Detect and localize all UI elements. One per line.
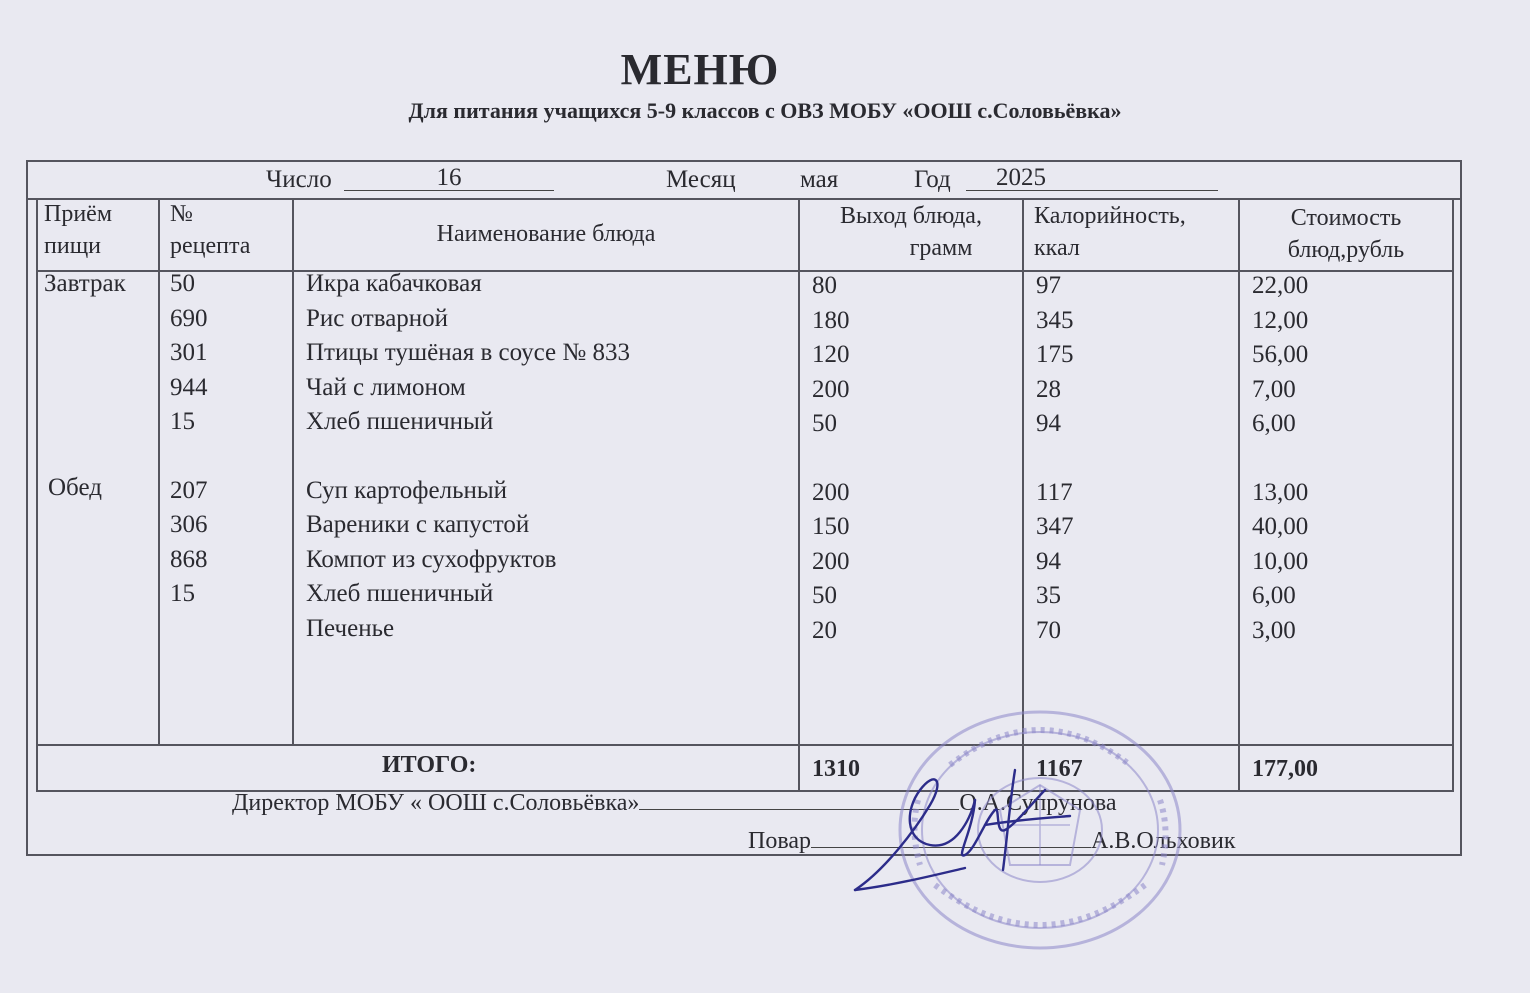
cook-name: А.В.Ольховик	[1091, 828, 1236, 854]
dish-name-cell: Рис отварной	[306, 304, 449, 332]
cost-cell: 40,00	[1252, 513, 1309, 540]
kcal-cell: 94	[1036, 547, 1061, 575]
recipe-cell: 15	[170, 408, 195, 435]
weight-cell: 200	[812, 375, 850, 403]
recipe-cell: 15	[170, 580, 195, 607]
year-value: 2025	[966, 166, 1218, 191]
weight-cell: 180	[812, 306, 850, 334]
header-kcal: Калорийность, ккал	[1034, 203, 1186, 261]
handwritten-signature	[835, 750, 1075, 900]
year-label: Год	[914, 166, 951, 193]
weight-cell: 120	[812, 341, 850, 368]
cost-cell: 13,00	[1252, 478, 1309, 506]
kcal-cell: 347	[1036, 513, 1074, 540]
cost-cell: 12,00	[1252, 306, 1309, 334]
recipe-cell: 301	[170, 339, 208, 366]
month-label: Месяц	[666, 166, 736, 193]
total-cost: 177,00	[1252, 756, 1318, 782]
weight-cell: 50	[812, 410, 837, 437]
dish-name-cell: Птицы тушёная в соусе № 833	[306, 339, 630, 366]
kcal-cell: 97	[1036, 272, 1061, 299]
director-label: Директор МОБУ « ООШ с.Соловьёвка»	[232, 790, 640, 816]
weight-cell: 200	[812, 478, 850, 506]
cost-cell: 56,00	[1252, 341, 1309, 368]
dish-name-cell: Компот из сухофруктов	[306, 545, 557, 573]
recipe-cell: 690	[170, 304, 208, 332]
meal-breakfast: Завтрак	[44, 270, 126, 297]
recipe-cell: 868	[170, 545, 208, 573]
cost-cell: 7,00	[1252, 375, 1296, 403]
kcal-cell: 94	[1036, 410, 1061, 437]
dish-name-cell: Хлеб пшеничный	[306, 580, 494, 607]
day-value: 16	[344, 166, 554, 191]
cost-cell: 3,00	[1252, 616, 1296, 644]
recipe-cell: 207	[170, 476, 208, 504]
total-kcal: 1167	[1036, 756, 1083, 782]
recipe-cell: 50	[170, 270, 195, 297]
document-title: МЕНЮ	[620, 45, 780, 94]
kcal-cell: 175	[1036, 341, 1074, 368]
director-name: О.А.Супрунова	[959, 790, 1117, 816]
header-weight: Выход блюда, грамм	[840, 203, 982, 261]
cost-cell: 6,00	[1252, 582, 1296, 609]
recipe-cell: 306	[170, 511, 208, 538]
dish-name-cell: Икра кабачковая	[306, 270, 482, 297]
cost-cell: 10,00	[1252, 547, 1309, 575]
header-dish: Наименование блюда	[436, 221, 656, 247]
dish-name-cell: Вареники с капустой	[306, 511, 530, 538]
kcal-cell: 345	[1036, 306, 1074, 334]
kcal-cell: 117	[1036, 478, 1073, 506]
menu-table	[36, 198, 1454, 792]
date-line	[28, 162, 1460, 200]
dish-name-cell: Печенье	[306, 614, 395, 642]
month-value: мая	[800, 166, 839, 193]
kcal-cell: 70	[1036, 616, 1061, 644]
total-weight: 1310	[812, 756, 860, 782]
weight-cell: 150	[812, 513, 850, 540]
cost-cell: 22,00	[1252, 272, 1309, 299]
document-subtitle: Для питания учащихся 5-9 классов с ОВЗ МОБУ «ООШ с.Соловьёвка»	[408, 98, 1122, 123]
kcal-cell: 28	[1036, 375, 1061, 403]
day-label: Число	[266, 166, 332, 193]
weight-cell: 50	[812, 582, 837, 609]
dish-name-cell: Суп картофельный	[306, 476, 508, 504]
weight-cell: 200	[812, 547, 850, 575]
header-cost: Стоимость блюд,рубль	[1287, 205, 1405, 263]
weight-cell: 20	[812, 616, 837, 644]
menu-table-frame	[26, 160, 1462, 856]
recipe-cell: 944	[170, 373, 208, 401]
dish-name-cell: Чай с лимоном	[306, 373, 466, 401]
weight-cell: 80	[812, 272, 837, 299]
total-label: ИТОГО:	[382, 752, 477, 778]
dish-name-cell: Хлеб пшеничный	[306, 408, 494, 435]
header-recipe: № рецепта	[170, 201, 251, 259]
header-meal: Приём пищи	[44, 201, 113, 259]
kcal-cell: 35	[1036, 582, 1061, 609]
cook-label: Повар	[748, 828, 811, 854]
meal-lunch: Обед	[48, 474, 102, 501]
cost-cell: 6,00	[1252, 410, 1296, 437]
